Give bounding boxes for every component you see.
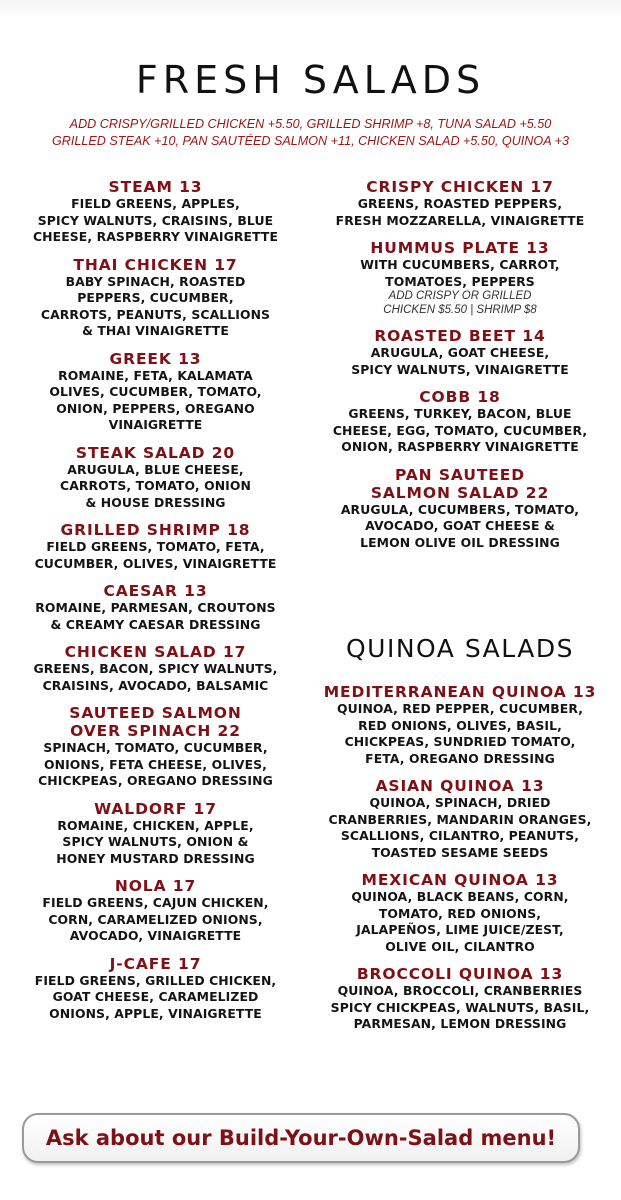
menu-item (8, 444, 303, 512)
item-description: GREENS, BACON, SPICY WALNUTS, CRAISINS, AVOCADO, BALSAMIC (33, 661, 278, 693)
item-description: QUINOA, BLACK BEANS, CORN, TOMATO, RED ONIONS, JALAPEÑOS, LIME JUICE/ZEST, OLIVE OIL, CILANTRO (351, 889, 569, 954)
item-name: SAUTEED SALMON OVER SPINACH 22 (69, 704, 242, 740)
item-name: PAN SAUTEED SALMON SALAD 22 (370, 465, 550, 502)
right-salad-column (306, 178, 614, 561)
menu-item (306, 466, 614, 552)
item-name: THAI CHICKEN 17 (73, 255, 238, 274)
menu-item (306, 178, 614, 229)
item-description: ARUGULA, CUCUMBERS, TOMATO, AVOCADO, GOAT CHEESE & LEMON OLIVE OIL DRESSING (340, 501, 580, 550)
item-name: STEAK SALAD 20 (75, 443, 236, 462)
item-description: ROMAINE, CHICKEN, APPLE, SPICY WALNUTS, ONION & HONEY MUSTARD DRESSING (56, 817, 255, 866)
menu-item (8, 350, 303, 434)
item-name: WALDORF 17 (94, 799, 217, 818)
menu-item (306, 388, 614, 456)
menu-item (8, 800, 303, 868)
item-description: BABY SPINACH, ROASTED PEPPERS, CUCUMBER, CARROTS, PEANUTS, SCALLIONS & THAI VINAIGRETTE (40, 273, 271, 338)
item-name: CAESAR 13 (103, 582, 208, 600)
top-strip (0, 0, 621, 18)
menu-item (306, 683, 614, 767)
item-name: J-CAFE 17 (109, 954, 202, 973)
item-name: COBB 18 (419, 388, 501, 406)
menu-item (8, 256, 303, 340)
menu-item (8, 521, 303, 572)
item-description: ROMAINE, FETA, KALAMATA OLIVES, CUCUMBER, TOMATO, ONION, PEPPERS, OREGANO VINAIGRETTE (49, 367, 262, 432)
item-name: NOLA 17 (114, 877, 197, 895)
build-your-own-banner[interactable]: Ask about our Build-Your-Own-Salad menu! (22, 1113, 580, 1163)
menu-item (8, 643, 303, 694)
menu-item (8, 955, 303, 1023)
item-description: FIELD GREENS, GRILLED CHICKEN, GOAT CHEESE, CARAMELIZED ONIONS, APPLE, VINAIGRETTE (34, 972, 277, 1021)
item-name: MEDITERRANEAN QUINOA 13 (323, 683, 597, 701)
page-title: FRESH SALADS (135, 58, 486, 102)
item-name: CRISPY CHICKEN 17 (366, 178, 554, 196)
item-name: BROCCOLI QUINOA 13 (356, 965, 564, 983)
menu-item (8, 704, 303, 790)
item-addon-note: ADD CRISPY OR GRILLED CHICKEN $5.50 | SHRIMP $8 (383, 290, 537, 316)
item-description: GREENS, TURKEY, BACON, BLUE CHEESE, EGG, TOMATO, CUCUMBER, ONION, RASPBERRY VINAIGRETTE (332, 406, 588, 454)
item-description: FIELD GREENS, TOMATO, FETA, CUCUMBER, OLIVES, VINAIGRETTE (34, 539, 277, 571)
item-description: ARUGULA, GOAT CHEESE, SPICY WALNUTS, VINAIGRETTE (351, 345, 569, 377)
menu-item (306, 965, 614, 1033)
item-description: FIELD GREENS, APPLES, SPICY WALNUTS, CRAISINS, BLUE CHEESE, RASPBERRY VINAIGRETTE (32, 196, 279, 244)
addons-note (0, 116, 621, 150)
item-description: GREENS, ROASTED PEPPERS, FRESH MOZZARELLA, VINAIGRETTE (335, 196, 585, 228)
item-name: GRILLED SHRIMP 18 (60, 521, 251, 539)
left-salad-column (8, 178, 303, 1032)
item-name: ASIAN QUINOA 13 (375, 777, 545, 795)
quinoa-section-title: QUINOA SALADS (346, 634, 574, 663)
menu-item (306, 239, 614, 317)
item-description: SPINACH, TOMATO, CUCUMBER, ONIONS, FETA CHEESE, OLIVES, CHICKPEAS, OREGANO DRESSING (38, 740, 273, 788)
item-name: HUMMUS PLATE 13 (370, 239, 550, 257)
item-description: QUINOA, BROCCOLI, CRANBERRIES SPICY CHICKPEAS, WALNUTS, BASIL, PARMESAN, LEMON DRESSING (330, 983, 590, 1031)
addons-line-2: GRILLED STEAK +10, PAN SAUTÉED SALMON +11, CHICKEN SALAD +5.50, QUINOA +3 (51, 134, 569, 148)
menu-item (306, 777, 614, 861)
item-name: GREEK 13 (109, 349, 202, 368)
item-description: QUINOA, SPINACH, DRIED CRANBERRIES, MANDARIN ORANGES, SCALLIONS, CILANTRO, PEANUTS, TOASTED SESAME SEEDS (328, 795, 592, 860)
menu-item (8, 877, 303, 945)
item-description: FIELD GREENS, CAJUN CHICKEN, CORN, CARAMELIZED ONIONS, AVOCADO, VINAIGRETTE (42, 895, 269, 943)
item-description: WITH CUCUMBERS, CARROT, TOMATOES, PEPPERS (360, 257, 560, 289)
menu-item (8, 582, 303, 633)
item-description: ROMAINE, PARMESAN, CROUTONS & CREAMY CAESAR DRESSING (35, 600, 276, 632)
menu-item (8, 178, 303, 246)
menu-item (306, 871, 614, 955)
item-name: ROASTED BEET 14 (374, 327, 546, 345)
item-name: CHICKEN SALAD 17 (64, 643, 247, 661)
item-name: STEAM 13 (108, 178, 203, 196)
item-description: ARUGULA, BLUE CHEESE, CARROTS, TOMATO, ONION & HOUSE DRESSING (60, 461, 251, 510)
addons-line-1: ADD CRISPY/GRILLED CHICKEN +5.50, GRILLED SHRIMP +8, TUNA SALAD +5.50 (69, 117, 552, 131)
menu-item (306, 327, 614, 378)
item-name: MEXICAN QUINOA 13 (361, 871, 559, 889)
item-description: QUINOA, RED PEPPER, CUCUMBER, RED ONIONS, OLIVES, BASIL, CHICKPEAS, SUNDRIED TOMATO, FETA, OREGANO DRESSING (336, 701, 584, 766)
quinoa-column (306, 683, 614, 1043)
